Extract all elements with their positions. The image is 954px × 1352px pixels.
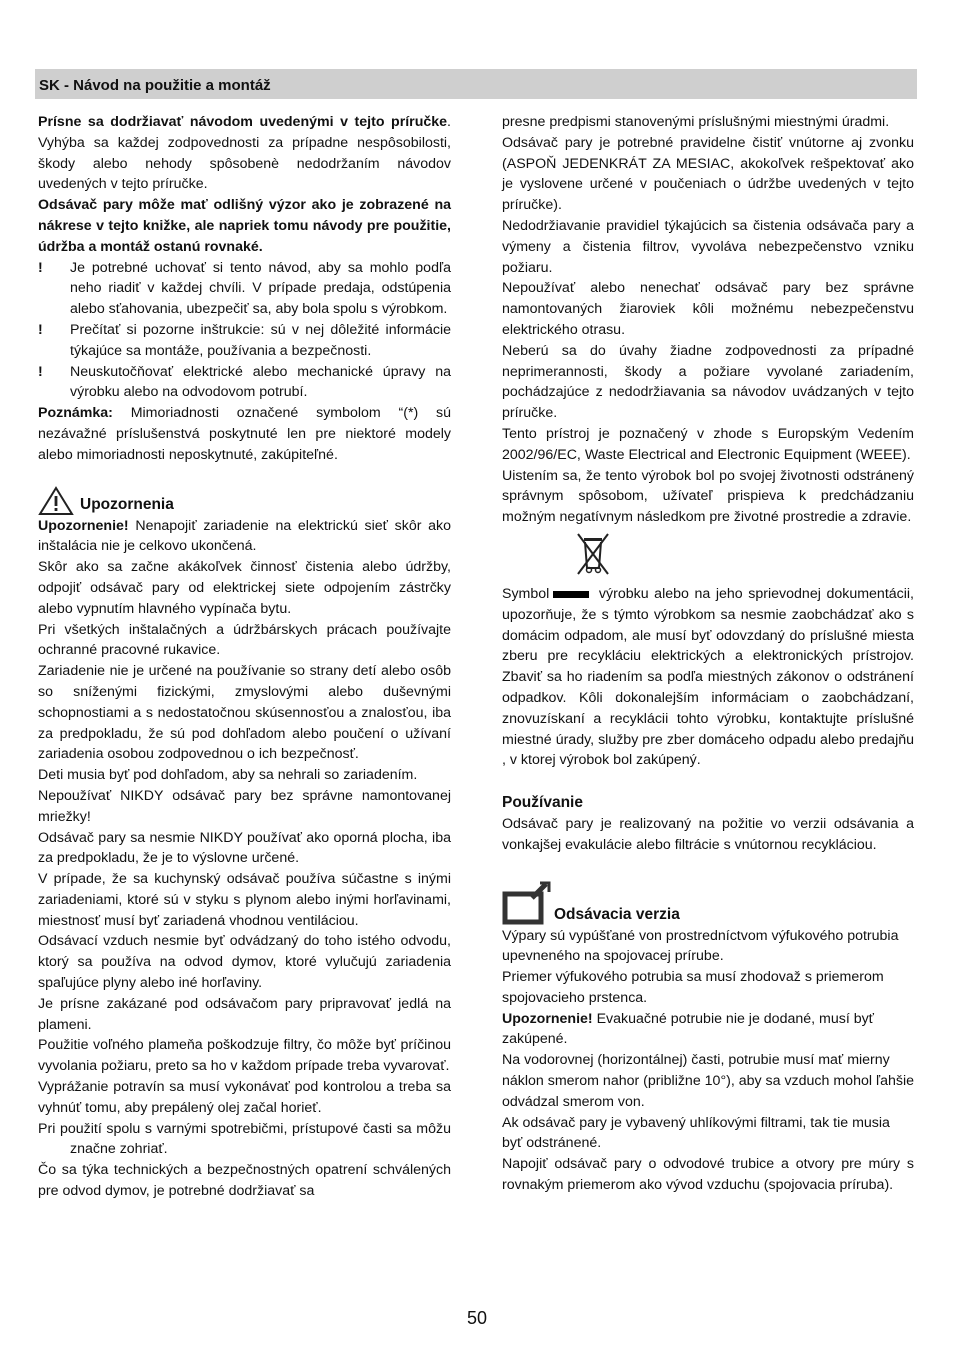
intro-bold: Prísne sa dodržiavať návodom uvedenými v tejto príručke bbox=[38, 114, 448, 130]
bullet-mark: ! bbox=[38, 321, 43, 338]
paragraph: V prípade, že sa kuchynský odsávač používa súčastne s inými zariadeniami, ktoré sú v styku s plynom alebo inými horľavinami, miestnosť musí byť zariadená vhodnou ventiláciou. bbox=[38, 871, 451, 929]
paragraph: Čo sa týka technických a bezpečnostných opatrení schválených pre odvod dymov, je potrebné dodržiavať sa bbox=[38, 1162, 451, 1200]
bullet-item bbox=[38, 320, 451, 362]
paragraph: Napojiť odsávač pary o odvodové trubice a otvory pre múry s rovnakým priemerom ako vývod vzduchu (spojovacia príruba). bbox=[502, 1156, 914, 1194]
paragraph: Vyprážanie potravín sa musí vykonávať pod kontrolou a treba sa vyhnúť tomu, aby prepálený olej začal horieť. bbox=[38, 1079, 451, 1116]
symbol-word: Symbol bbox=[502, 585, 550, 602]
section-title: SK - Návod na použitie a montáž bbox=[39, 77, 271, 94]
paragraph: Nedodržiavanie pravidiel týkajúcich sa čistenia odsávača pary a výmeny a čistenia filtrov, vyvoláva nebezpečenstvo vzniku požiaru. bbox=[502, 217, 914, 276]
page-number: 50 bbox=[466, 1308, 488, 1328]
paragraph: Na vodorovnej (horizontálnej) časti, potrubie musí mať mierny náklon smerom nahor (približne 10°), aby sa vzduch mohol ľahšie odvádzal smerom von. bbox=[502, 1052, 914, 1110]
warning-text: Nenapojiť zariadenie na elektrickú sieť skôr ako inštalácia nie je celkovo ukončená. bbox=[38, 517, 451, 555]
warning-label: Upozornenie! bbox=[38, 517, 129, 534]
bullet-text: Neuskutočňovať elektrické alebo mechanické úpravy na výrobku alebo na odvodovom potrubí. bbox=[70, 363, 451, 401]
intro-text: . Vyhýba sa každej zodpovednosti za prípadne nespôsobilosti, škody alebo nehody spôsobenè nedodržaním návodov uvedených v tejto príručke. bbox=[38, 114, 451, 193]
right-column bbox=[502, 112, 914, 1196]
warning-triangle-icon bbox=[38, 486, 74, 516]
warnings-title: Upozornenia bbox=[80, 495, 174, 513]
left-column bbox=[38, 112, 451, 1202]
note-label: Poznámka: bbox=[38, 405, 113, 422]
paragraph: Ak odsávač pary je vybavený uhlíkovými filtrami, tak tie musia byť odstránené. bbox=[502, 1114, 890, 1152]
bullet-item bbox=[38, 258, 451, 320]
note-text: Mimoriadnosti označené symbolom “(*) sú nezávažné príslušenstvá poskytnuté len pre niektoré modely alebo mimoriadnosti neposkytnuté, zakúpiteľné. bbox=[38, 405, 451, 463]
paragraph: Použitie voľného plameňa poškodzuje filtry, čo môže byť príčinou vyvolania požiaru, preto sa ho v každom prípade treba vyvarovať. bbox=[38, 1037, 451, 1075]
black-bar-icon bbox=[553, 591, 589, 598]
warning-paragraph bbox=[38, 516, 451, 558]
paragraph: presne predpismi stanovenými príslušnými miestnými úradmi. bbox=[502, 114, 890, 130]
bullet-text: Prečítať si pozorne inštrukcie: sú v nej dôležité informácie týkajúce sa montáže, používania a bezpečnosti. bbox=[70, 321, 451, 359]
paragraph: Odsávací vzduch nesmie byť odvádzaný do toho istého odvodu, ktorý sa používa na odvod dymov, ktoré vylučujú zariadenia spaľujúce plyny alebo iné horľaviny. bbox=[38, 933, 451, 992]
paragraph: Odsávač pary sa nesmie NIKDY používať ako oporná plocha, iba za predpokladu, že je to výslovne určené. bbox=[38, 829, 451, 867]
paragraph: Priemer výfukového potrubia sa musí zhodovaž s priemerom spojovacieho prstenca. bbox=[502, 969, 884, 1006]
paragraph: Nepoužívať NIKDY odsávač pary bez správne namontovanej mriežky! bbox=[38, 787, 451, 825]
suction-heading bbox=[502, 874, 914, 926]
paragraph: Odsávač pary je potrebné pravidelne čistiť vnútorne aj zvonku (ASPOŇ JEDENKRÁT ZA MESIAC, akokoľvek rešpektovať ako je vyslovene určené v poučeniach o údržbe uvedených v tejto príručke). bbox=[502, 134, 914, 214]
hood-exhaust-icon bbox=[502, 880, 552, 926]
paragraph-hanging: Pri použití spolu s varnými spotrebičmi, prístupové časti sa môžu značne zohriať. bbox=[38, 1120, 451, 1158]
paragraph: Výpary sú vypúšťané von prostredníctvom výfukového potrubia upevneného na spojovacej prírube. bbox=[502, 927, 899, 965]
section-header-bar bbox=[35, 69, 917, 99]
paragraph: Neberú sa do úvahy žiadne zodpovednosti za prípadné neprimerannosti, škody a požiare vyvolané zariadením, pochádzajúce z nedodržiavania sa návodov uvádzaných v tejto príručke. bbox=[502, 342, 914, 422]
bullet-mark: ! bbox=[38, 363, 43, 380]
paragraph: Zariadenie nie je určené na používanie so strany detí alebo osôb so sníženými fizickými, zmyslovými alebo duševnými schopnostiami a s nedostatočnou skúsennosťou a znalosťou, iba za predpokladu, že sú pod dohľadom alebo poučení o užívaní zariadenia osobou zodpovednou o ich bezpečnosť. bbox=[38, 663, 451, 763]
usage-title: Používanie bbox=[502, 794, 583, 812]
suction-warning-text: Evakuačné potrubie nie je dodané, musí byť zakúpené. bbox=[502, 1010, 875, 1048]
symbol-text: výrobku alebo na jeho sprievodnej dokumentácii, upozorňuje, že s týmto výrobkom sa nesmie zaobchádzať ako s domácim odpadom, ale musí byť odovzdaný do príslušné miesta zberu pre recykláciu elektrických a elektronických prístrojov. Zbaviť sa ho riadením sa podľa miestných zákonov o odstránení odpadkov. Kôli dokonalejším informáciam o zaobchádzaní, znovuzískaní a recyklácii tohto výrobku, kontaktujte príslušné miestné úrady, služby pre zber domáceho odpadu alebo predajňu , v ktorej výrobok bol zakúpený. bbox=[502, 585, 914, 769]
bullet-mark: ! bbox=[38, 259, 43, 276]
paragraph: Je prísne zakázané pod odsávačom pary pripravovať jedlá na plameni. bbox=[38, 995, 451, 1033]
warnings-heading bbox=[38, 484, 451, 516]
bullet-text: Je potrebné uchovať si tento návod, aby sa mohlo podľa neho riadiť v každej chvíli. V prípade predaja, odstúpenia alebo sťahovania, ubezpečiť sa, aby bola spolu s výrobkom. bbox=[70, 259, 451, 318]
paragraph: Skôr ako sa začne akákoľvek činnosť čistenia alebo údržby, odpojiť odsávač pary od elektrickej siete odpojením zástrčky alebo vypnutím hlavného vypínača bytu. bbox=[38, 559, 451, 617]
intro-paragraph bbox=[38, 112, 451, 195]
crossed-bin-icon bbox=[572, 528, 614, 576]
paragraph: Tento prístroj je poznačený v zhode s Europským Vedením 2002/96/EC, Waste Electrical and Electronic Equipment (WEEE). bbox=[502, 425, 914, 463]
paragraph: Pri všetkých inštalačných a údržbárskych prácach používajte ochranné pracovné rukavice. bbox=[38, 621, 451, 659]
suction-warning bbox=[502, 1009, 914, 1051]
intro-appearance-note: Odsávač pary môže mať odlišný výzor ako je zobrazené na nákrese v tejto knižke, ale napriek tomu návody pre použitie, údržba a montáž ostanú rovnaké. bbox=[38, 197, 451, 255]
suction-warning-label: Upozornenie! bbox=[502, 1010, 593, 1027]
weee-symbol-area bbox=[502, 528, 914, 584]
paragraph: Deti musia byť pod dohľadom, aby sa nehrali so zariadením. bbox=[38, 767, 418, 784]
paragraph: Uistením sa, že tento výrobok bol po svojej životnosti odstránený správnym spôsobom, užívateľ prispieva k predchádzaniu možným negatívnym následkom pre životné prostredie a zdravie. bbox=[502, 467, 914, 526]
suction-title: Odsávacia verzia bbox=[554, 905, 680, 923]
symbol-paragraph bbox=[502, 584, 914, 771]
bullet-item bbox=[38, 362, 451, 404]
usage-text: Odsávač pary je realizovaný na požitie vo verzii odsávania a vonkajšej evakulácie alebo filtrácie s vnútornou recykláciou. bbox=[502, 815, 914, 853]
note-paragraph bbox=[38, 403, 451, 465]
paragraph: Nepoužívať alebo nenechať odsávač pary bez správne namontovaných žiaroviek kôli možnému nebezpečenstvu elektrického otrasu. bbox=[502, 280, 914, 338]
